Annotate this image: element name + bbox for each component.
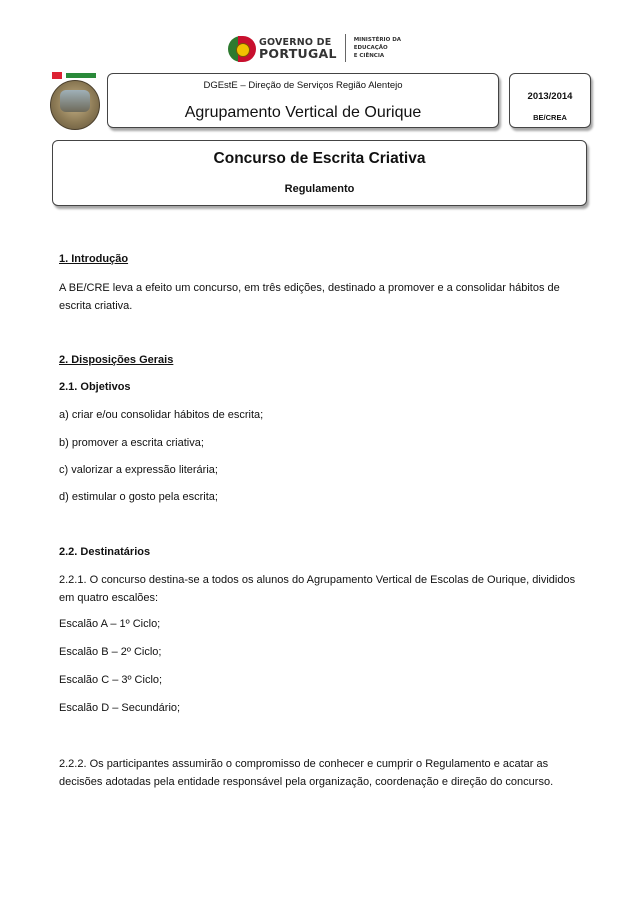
objective-item: d) estimular o gosto pela escrita; [59,491,218,503]
section-heading-introduction: 1. Introdução [59,253,129,265]
level-item: Escalão B – 2º Ciclo; [59,646,162,658]
subsection-heading-recipients: 2.2. Destinatários [59,546,151,558]
school-year: 2013/2014 [527,91,573,102]
ministry-line1: MINISTÉRIO DA EDUCAÇÃO [353,37,402,51]
government-logo [228,30,428,66]
header-year-box [509,73,591,128]
level-item: Escalão D – Secundário; [59,702,181,714]
section-heading-general: 2. Disposições Gerais [59,354,174,366]
ministry-name [354,36,428,60]
document-subtitle: Regulamento [284,183,355,195]
government-line2: PORTUGAL [258,46,337,61]
objective-item: c) valorizar a expressão literária; [59,464,218,476]
portugal-emblem-icon [228,34,253,62]
school-emblem-icon [50,72,100,130]
commitment-paragraph: 2.2.2. Os participantes assumirão o compromisso de conhecer e cumprir o Regulamento e acatar as decisões adotadas pela entidade responsável pela organização, coordenação e direção do concurso. [59,758,554,788]
government-name [259,37,337,59]
recipients-paragraph: 2.2.1. O concurso destina-se a todos os alunos do Agrupamento Vertical de Escolas de Ourique, divididos em quatro escalões: [59,574,576,604]
document-title-box [52,140,587,206]
government-line1: GOVERNO DE [258,37,332,48]
subsection-heading-objectives: 2.1. Objetivos [59,381,131,393]
level-item: Escalão C – 3º Ciclo; [59,674,163,686]
level-item: Escalão A – 1º Ciclo; [59,618,161,630]
department-name: DGEstE – Direção de Serviços Região Alentejo [203,80,403,91]
header-school-box [107,73,499,128]
document-title: Concurso de Escrita Criativa [213,150,426,167]
logo-divider [345,34,346,62]
objective-item: a) criar e/ou consolidar hábitos de escrita; [59,409,264,421]
objective-item: b) promover a escrita criativa; [59,437,204,449]
library-code: BE/CREA [533,113,567,122]
introduction-paragraph: A BE/CRE leva a efeito um concurso, em três edições, destinado a promover e a consolidar hábitos de escrita criativa. [59,282,560,312]
school-name: Agrupamento Vertical de Ourique [184,104,422,121]
ministry-line2: E CIÊNCIA [353,53,385,59]
